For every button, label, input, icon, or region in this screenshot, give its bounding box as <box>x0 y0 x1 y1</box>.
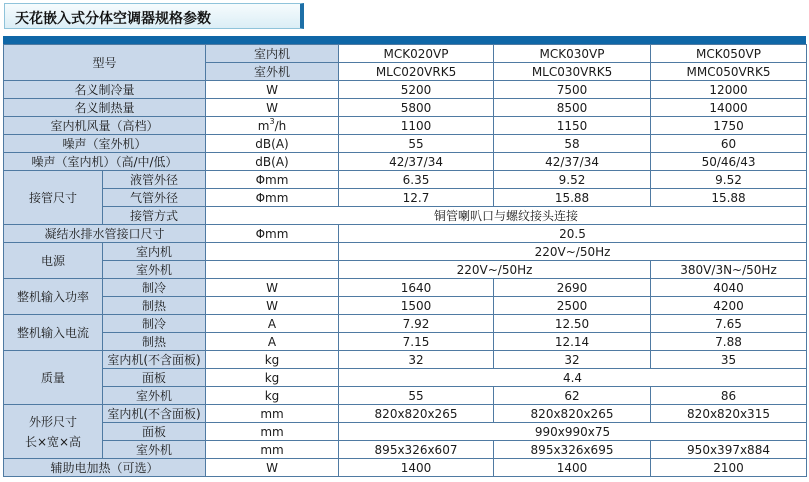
unit-base: m <box>257 118 270 133</box>
sub-label: 制热 <box>103 297 206 315</box>
unit-cell: dB(A) <box>206 135 339 153</box>
value-cell: 15.88 <box>651 189 807 207</box>
unit-cell: mm <box>206 423 339 441</box>
sub-label: 接管方式 <box>103 207 206 225</box>
table-row <box>4 423 807 441</box>
group-label: 质量 <box>4 351 103 405</box>
value-cell: 990x990x75 <box>339 423 807 441</box>
sub-label: 面板 <box>103 423 206 441</box>
value-cell: 32 <box>339 351 494 369</box>
table-row <box>4 207 807 225</box>
sub-label: 面板 <box>103 369 206 387</box>
value-cell: 1750 <box>651 117 807 135</box>
value-cell: 12.7 <box>339 189 494 207</box>
value-cell: 7500 <box>494 81 651 99</box>
unit-cell <box>206 261 339 279</box>
sub-label: 室外机 <box>103 441 206 459</box>
value-cell: 42/37/34 <box>494 153 651 171</box>
unit-cell: W <box>206 81 339 99</box>
group-label: 整机输入电流 <box>4 315 103 351</box>
group-label: 接管尺寸 <box>4 171 103 225</box>
value-cell: 1640 <box>339 279 494 297</box>
unit-cell: kg <box>206 387 339 405</box>
table-row <box>4 189 807 207</box>
unit-cell: kg <box>206 369 339 387</box>
indoor-model: MCK030VP <box>494 45 651 63</box>
value-cell: 60 <box>651 135 807 153</box>
value-cell: 14000 <box>651 99 807 117</box>
unit-cell: A <box>206 333 339 351</box>
indoor-model: MCK050VP <box>651 45 807 63</box>
value-cell: 7.92 <box>339 315 494 333</box>
value-cell: 32 <box>494 351 651 369</box>
value-cell: 42/37/34 <box>339 153 494 171</box>
unit-cell: W <box>206 279 339 297</box>
table-row <box>4 279 807 297</box>
value-cell: 5200 <box>339 81 494 99</box>
row-label: 辅助电加热（可选） <box>4 459 206 477</box>
value-cell: 1150 <box>494 117 651 135</box>
sub-label: 室内机(不含面板) <box>103 351 206 369</box>
row-label: 名义制热量 <box>4 99 206 117</box>
value-cell: 895x326x607 <box>339 441 494 459</box>
model-label: 型号 <box>4 45 206 81</box>
row-label: 噪声（室内机）（高/中/低） <box>4 153 206 171</box>
value-cell: 6.35 <box>339 171 494 189</box>
unit-cell: W <box>206 459 339 477</box>
value-cell: 12000 <box>651 81 807 99</box>
table-row <box>4 351 807 369</box>
value-cell: 7.15 <box>339 333 494 351</box>
sub-label: 室内机(不含面板) <box>103 405 206 423</box>
header-band <box>3 36 806 44</box>
unit-cell <box>206 243 339 261</box>
unit-cell: Φmm <box>206 171 339 189</box>
outdoor-model: MLC020VRK5 <box>339 63 494 81</box>
unit-cell: mm <box>206 441 339 459</box>
spec-table <box>3 44 807 477</box>
sub-label: 室外机 <box>103 261 206 279</box>
value-cell: 820x820x315 <box>651 405 807 423</box>
table-row <box>4 297 807 315</box>
value-cell: 820x820x265 <box>339 405 494 423</box>
value-cell: 4.4 <box>339 369 807 387</box>
value-cell: 7.65 <box>651 315 807 333</box>
table-row <box>4 315 807 333</box>
unit-cell <box>206 117 339 135</box>
value-cell: 9.52 <box>651 171 807 189</box>
group-label: 整机输入功率 <box>4 279 103 315</box>
value-cell: 35 <box>651 351 807 369</box>
group-label <box>4 405 103 459</box>
table-row <box>4 153 807 171</box>
sub-label: 液管外径 <box>103 171 206 189</box>
unit-cell: kg <box>206 351 339 369</box>
sub-label: 制热 <box>103 333 206 351</box>
unit-cell: dB(A) <box>206 153 339 171</box>
table-row <box>4 333 807 351</box>
value-cell: 895x326x695 <box>494 441 651 459</box>
value-cell: 86 <box>651 387 807 405</box>
unit-cell: mm <box>206 405 339 423</box>
value-cell: 15.88 <box>494 189 651 207</box>
value-cell: 55 <box>339 135 494 153</box>
value-cell: 1500 <box>339 297 494 315</box>
table-row <box>4 261 807 279</box>
table-row <box>4 117 807 135</box>
table-row <box>4 405 807 423</box>
table-row <box>4 45 807 63</box>
title-box <box>4 3 304 29</box>
unit-cell: A <box>206 315 339 333</box>
value-cell: 1100 <box>339 117 494 135</box>
table-row <box>4 387 807 405</box>
unit-cell: Φmm <box>206 189 339 207</box>
table-row <box>4 441 807 459</box>
unit-sup: 3 <box>269 116 275 126</box>
table-row <box>4 171 807 189</box>
sub-label: 制冷 <box>103 279 206 297</box>
row-label: 噪声（室外机） <box>4 135 206 153</box>
outdoor-unit-label: 室外机 <box>206 63 339 81</box>
row-label: 凝结水排水管接口尺寸 <box>4 225 206 243</box>
value-cell: 1400 <box>339 459 494 477</box>
value-cell: 62 <box>494 387 651 405</box>
unit-tail: /h <box>274 118 287 133</box>
dimensions-label-line1: 外形尺寸 <box>28 414 77 429</box>
table-row <box>4 135 807 153</box>
table-row <box>4 81 807 99</box>
value-cell: 2690 <box>494 279 651 297</box>
value-cell: 2500 <box>494 297 651 315</box>
value-cell: 220V~/50Hz <box>339 261 651 279</box>
value-cell: 220V~/50Hz <box>339 243 807 261</box>
value-cell: 55 <box>339 387 494 405</box>
value-cell: 7.88 <box>651 333 807 351</box>
page-title: 天花嵌入式分体空调器规格参数 <box>15 11 211 27</box>
value-cell: 4200 <box>651 297 807 315</box>
table-row <box>4 243 807 261</box>
value-cell: 铜管喇叭口与螺纹接头连接 <box>206 207 807 225</box>
row-label: 室内机风量（高档） <box>4 117 206 135</box>
group-label: 电源 <box>4 243 103 279</box>
value-cell: 4040 <box>651 279 807 297</box>
unit-cell: W <box>206 99 339 117</box>
dimensions-label-line2: 长×宽×高 <box>24 434 82 449</box>
unit-cell: Φmm <box>206 225 339 243</box>
indoor-model: MCK020VP <box>339 45 494 63</box>
value-cell: 950x397x884 <box>651 441 807 459</box>
table-row <box>4 459 807 477</box>
table-row <box>4 99 807 117</box>
value-cell: 8500 <box>494 99 651 117</box>
table-row <box>4 225 807 243</box>
sub-label: 气管外径 <box>103 189 206 207</box>
value-cell: 9.52 <box>494 171 651 189</box>
table-row <box>4 369 807 387</box>
sub-label: 室内机 <box>103 243 206 261</box>
outdoor-model: MMC050VRK5 <box>651 63 807 81</box>
unit-cell: W <box>206 297 339 315</box>
value-cell: 20.5 <box>339 225 807 243</box>
value-cell: 1400 <box>494 459 651 477</box>
value-cell: 50/46/43 <box>651 153 807 171</box>
value-cell: 380V/3N~/50Hz <box>651 261 807 279</box>
sub-label: 制冷 <box>103 315 206 333</box>
outdoor-model: MLC030VRK5 <box>494 63 651 81</box>
value-cell: 12.14 <box>494 333 651 351</box>
value-cell: 12.50 <box>494 315 651 333</box>
indoor-unit-label: 室内机 <box>206 45 339 63</box>
value-cell: 2100 <box>651 459 807 477</box>
row-label: 名义制冷量 <box>4 81 206 99</box>
value-cell: 58 <box>494 135 651 153</box>
value-cell: 5800 <box>339 99 494 117</box>
sub-label: 室外机 <box>103 387 206 405</box>
value-cell: 820x820x265 <box>494 405 651 423</box>
